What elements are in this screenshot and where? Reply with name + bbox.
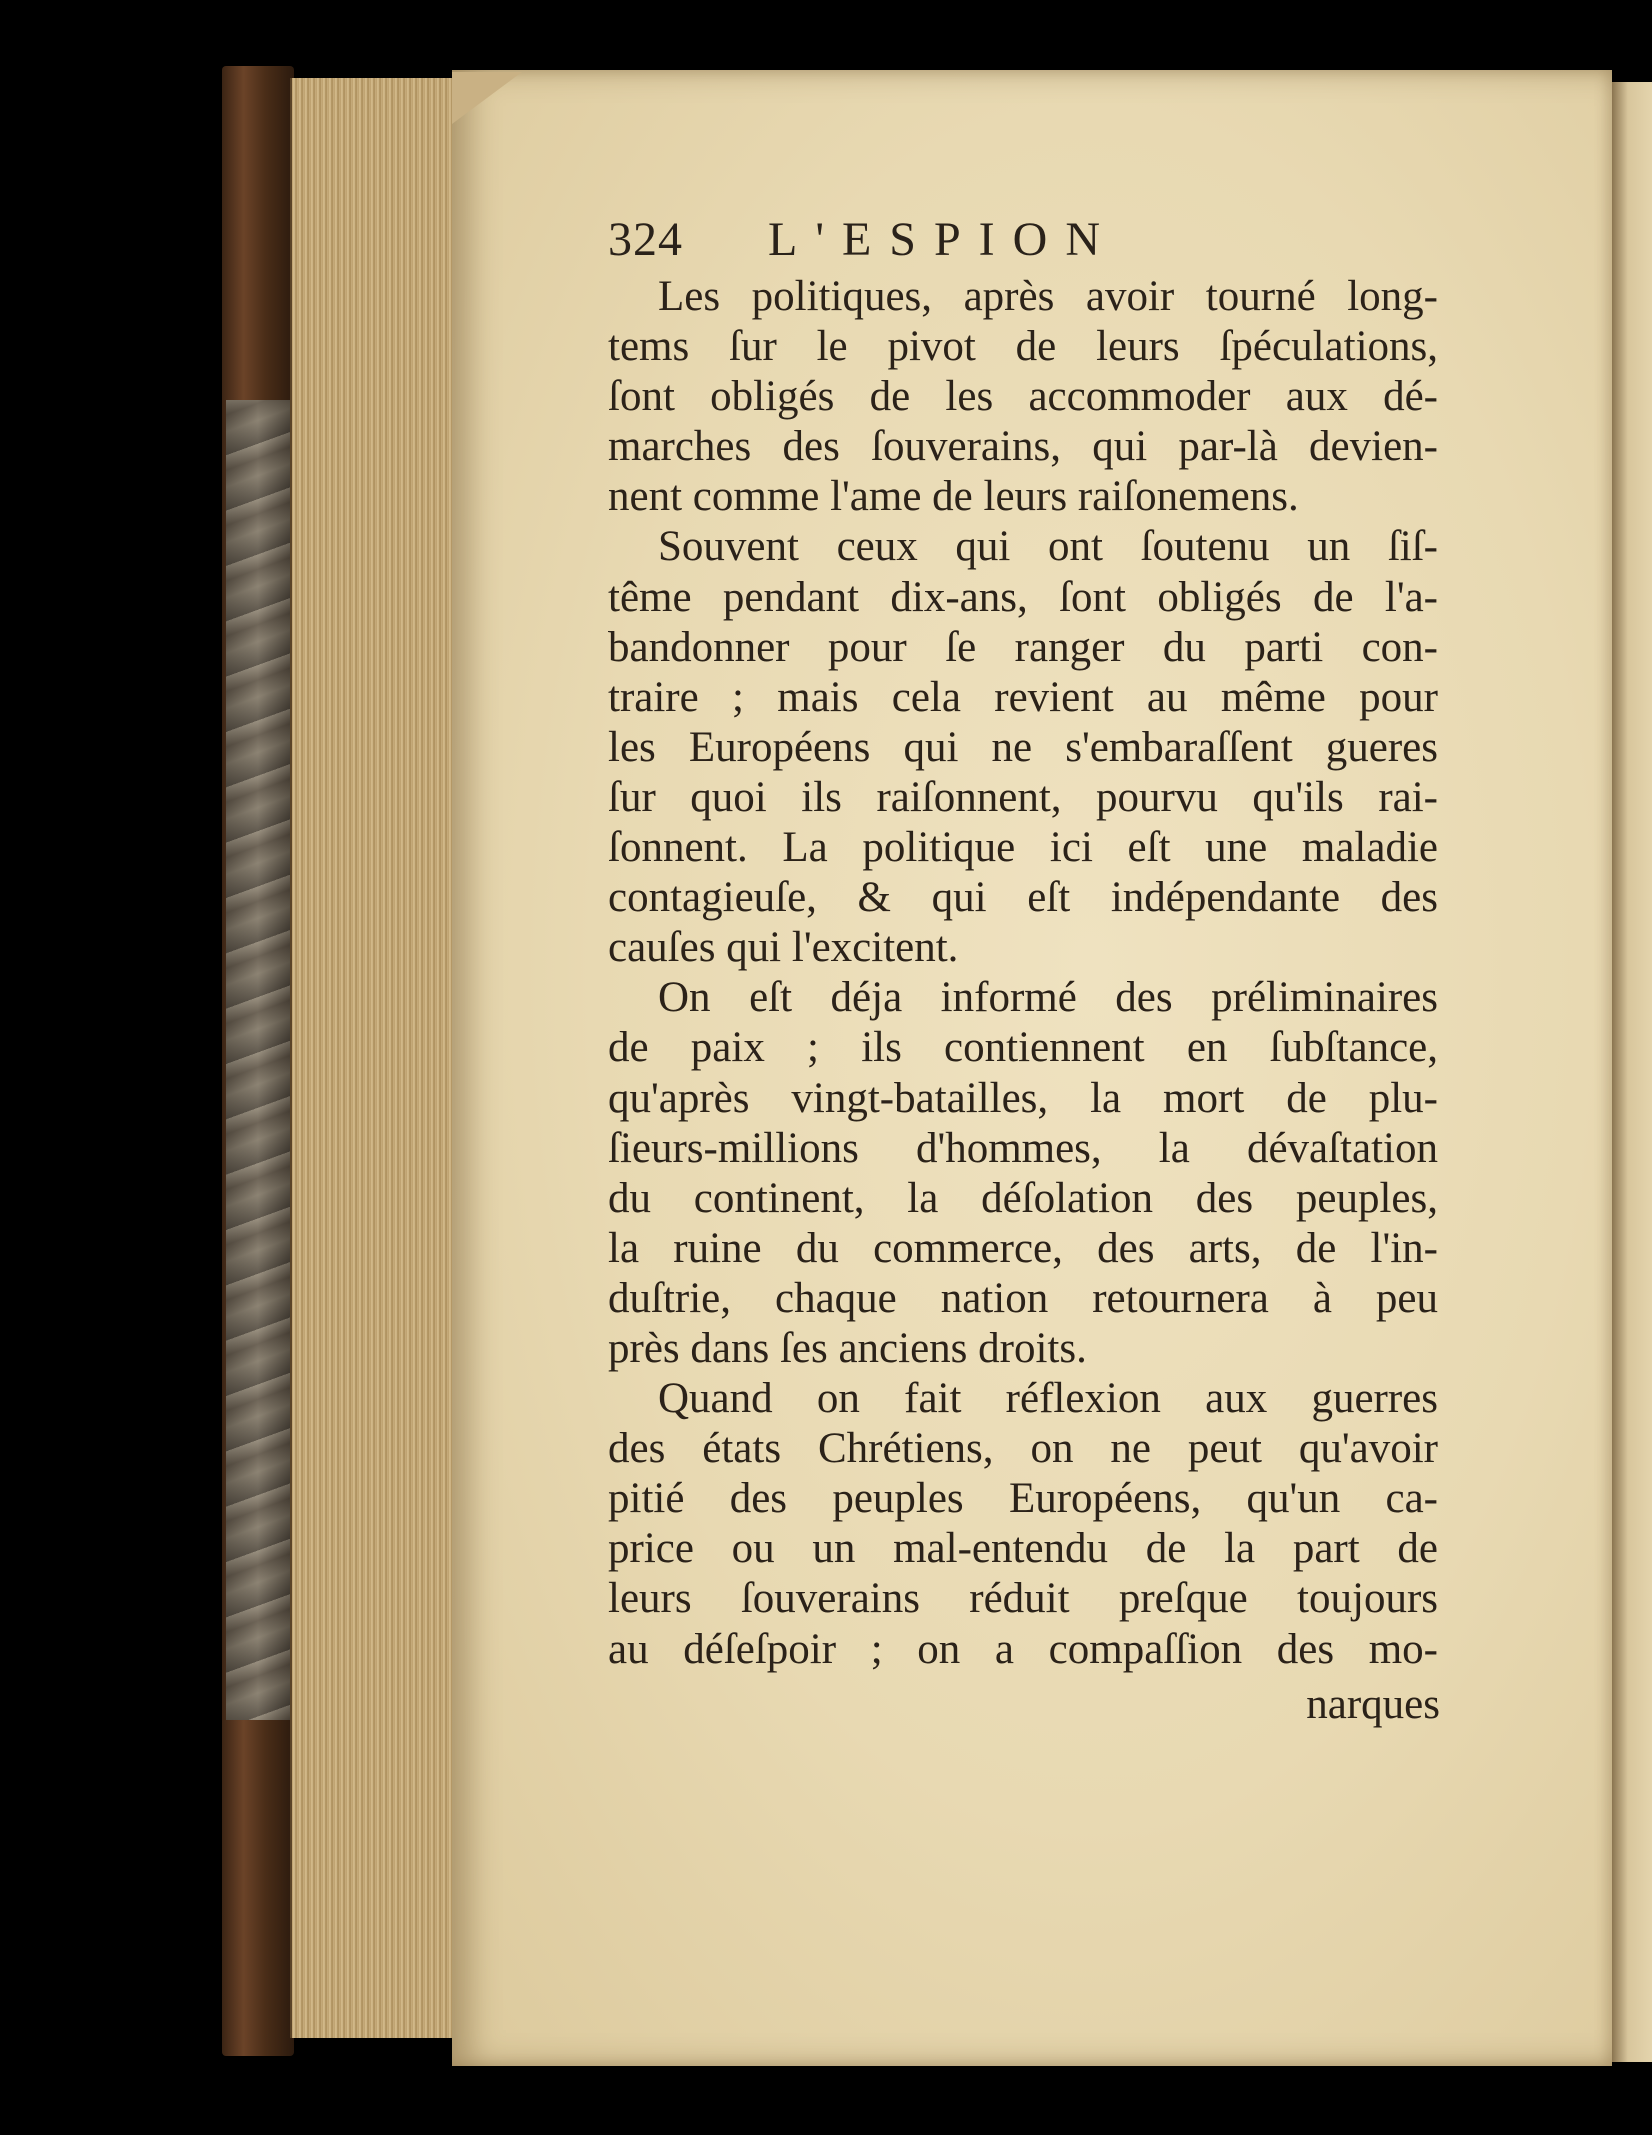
text-line: de paix ; ils contiennent en ſubſtance, [608,1024,1438,1072]
text-line: On eſt déja informé des préliminaires [658,974,1438,1022]
text-line: marches des ſouverains, qui par-là devien- [608,423,1438,471]
text-line: nent comme l'ame de leurs raiſonemens. [608,473,1299,521]
text-line: traire ; mais cela revient au même pour [608,673,1438,721]
text-line: Les politiques, après avoir tourné long- [658,273,1438,320]
text-line: la ruine du commerce, des arts, de l'in- [608,1224,1438,1272]
text-line: ſieurs-millions d'hommes, la dévaſtation [608,1124,1438,1172]
body-text [608,272,1438,1675]
text-line: Quand on fait réflexion aux guerres [658,1375,1438,1423]
text-line: tems ſur le pivot de leurs ſpéculations, [608,323,1438,371]
text-line: duſtrie, chaque nation retournera à peu [608,1274,1438,1322]
text-line: ſur quoi ils raiſonnent, pourvu qu'ils rai- [608,773,1438,821]
text-line: pitié des peuples Européens, qu'un ca- [608,1475,1438,1523]
text-line: au déſeſpoir ; on a compaſſion des mo- [608,1625,1438,1673]
marbled-cover [226,400,290,1720]
text-line: tême pendant dix-ans, ſont obligés de l'a- [608,573,1438,621]
text-line: Souvent ceux qui ont ſoutenu un ſiſ- [658,523,1438,571]
text-line: qu'après vingt-batailles, la mort de plu- [608,1074,1438,1122]
text-line: cauſes qui l'excitent. [608,924,959,972]
text-line: price ou un mal-entendu de la part de [608,1525,1438,1573]
page-header [608,210,1508,270]
folded-corner [452,72,522,124]
text-line: des états Chrétiens, on ne peut qu'avoir [608,1425,1438,1473]
text-line: contagieuſe, & qui eſt indépendante des [608,874,1438,922]
text-line: ſont obligés de les accommoder aux dé- [608,373,1438,421]
catchword: narques [1306,1681,1440,1728]
text-line: ſonnent. La politique ici eſt une maladie [608,824,1438,872]
text-line: près dans ſes anciens droits. [608,1324,1087,1372]
facing-page-edge [1612,82,1652,2062]
text-line: bandonner pour ſe ranger du parti con- [608,623,1438,671]
page-fore-edge [290,78,462,2038]
page-number: 324 [608,213,683,266]
text-line: du continent, la déſolation des peuples, [608,1174,1438,1222]
running-title: L'ESPION [768,213,1118,266]
text-line: les Européens qui ne s'embaraſſent gueres [608,723,1438,771]
text-line: leurs ſouverains réduit preſque toujours [608,1575,1438,1623]
